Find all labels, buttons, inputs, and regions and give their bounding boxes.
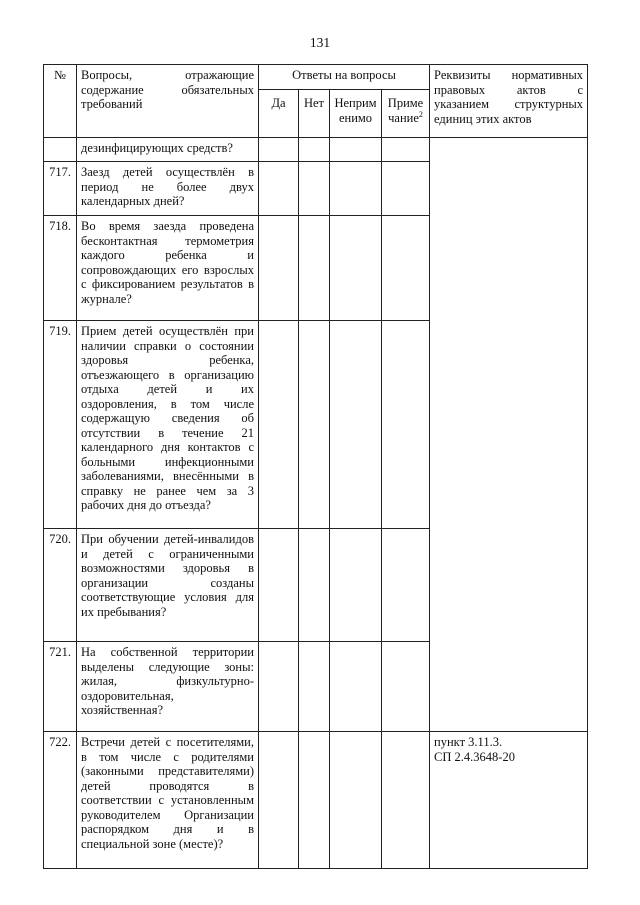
header-requisites: Реквизиты нормативных правовых актов с указанием структурных единиц этих актов [430,65,588,138]
answer-yes-cell[interactable] [259,642,299,732]
answer-no-cell[interactable] [299,732,330,869]
answer-note-cell[interactable] [382,216,430,321]
header-yes: Да [259,90,299,138]
row-question: Прием детей осуществлён при наличии справки о состоянии здоровья ребенка, отъезжающего в организацию отдыха детей и их оздоровления, в том числе содержащую сведения об отсутствии в течение 21 календарного дня контактов с больными инфекционными заболеваниями, внесёнными в справку не ранее чем за 3 рабочих дня до отъезда? [77,321,259,529]
page-number: 131 [309,35,331,50]
answer-na-cell[interactable] [330,642,382,732]
row-question: При обучении детей-инвалидов и детей с ограниченными возможностями здоровья в организации созданы соответствующие условия для их пребывания? [77,529,259,642]
answer-note-cell[interactable] [382,732,430,869]
row-question: Заезд детей осуществлён в период не более двух календарных дней? [77,162,259,216]
header-na: Неприменимо [330,90,382,138]
answer-na-cell[interactable] [330,732,382,869]
answer-note-cell[interactable] [382,162,430,216]
checklist-table [43,64,588,869]
row-num [44,138,77,162]
answer-yes-cell[interactable] [259,732,299,869]
answer-note-cell[interactable] [382,138,430,162]
header-note [382,90,430,138]
answer-na-cell[interactable] [330,321,382,529]
answer-yes-cell[interactable] [259,321,299,529]
row-num: 720. [44,529,77,642]
header-note-sup: 2 [418,109,423,119]
header-num: № [44,65,77,138]
row-num: 718. [44,216,77,321]
table-row [44,732,588,869]
answer-no-cell[interactable] [299,529,330,642]
requisite-act: СП 2.4.3648-20 [434,749,515,764]
answer-yes-cell[interactable] [259,529,299,642]
row-num: 719. [44,321,77,529]
header-row-top [44,65,588,90]
answer-na-cell[interactable] [330,216,382,321]
answer-yes-cell[interactable] [259,138,299,162]
requisite-clause: пункт 3.11.3. [434,735,503,749]
row-question: дезинфицирующих средств? [77,138,259,162]
requisites-cell [430,732,588,869]
answer-na-cell[interactable] [330,162,382,216]
answer-yes-cell[interactable] [259,216,299,321]
answer-note-cell[interactable] [382,321,430,529]
answer-no-cell[interactable] [299,216,330,321]
table-row [44,138,588,162]
answer-no-cell[interactable] [299,642,330,732]
answer-no-cell[interactable] [299,162,330,216]
answer-na-cell[interactable] [330,138,382,162]
answer-note-cell[interactable] [382,642,430,732]
header-answers: Ответы на вопросы [259,65,430,90]
header-question: Вопросы, отражающие содержание обязательных требований [77,65,259,138]
header-no: Нет [299,90,330,138]
row-question: Во время заезда проведена бесконтактная термометрия каждого ребенка и сопровождающих его взрослых с фиксированием результатов в журнале? [77,216,259,321]
row-num: 721. [44,642,77,732]
answer-note-cell[interactable] [382,529,430,642]
requisites-cell-merged [430,138,588,732]
row-num: 722. [44,732,77,869]
row-question: Встречи детей с посетителями, в том числе с родителями (законными представителями) детей проводятся в соответствии с установленным руководителем Организации распорядком дня и в специальной зоне (месте)? [77,732,259,869]
answer-no-cell[interactable] [299,321,330,529]
header-note-text: Примечание [387,96,424,125]
row-num: 717. [44,162,77,216]
row-question: На собственной территории выделены следующие зоны: жилая, физкультурно-оздоровительная, хозяйственная? [77,642,259,732]
answer-no-cell[interactable] [299,138,330,162]
answer-na-cell[interactable] [330,529,382,642]
answer-yes-cell[interactable] [259,162,299,216]
